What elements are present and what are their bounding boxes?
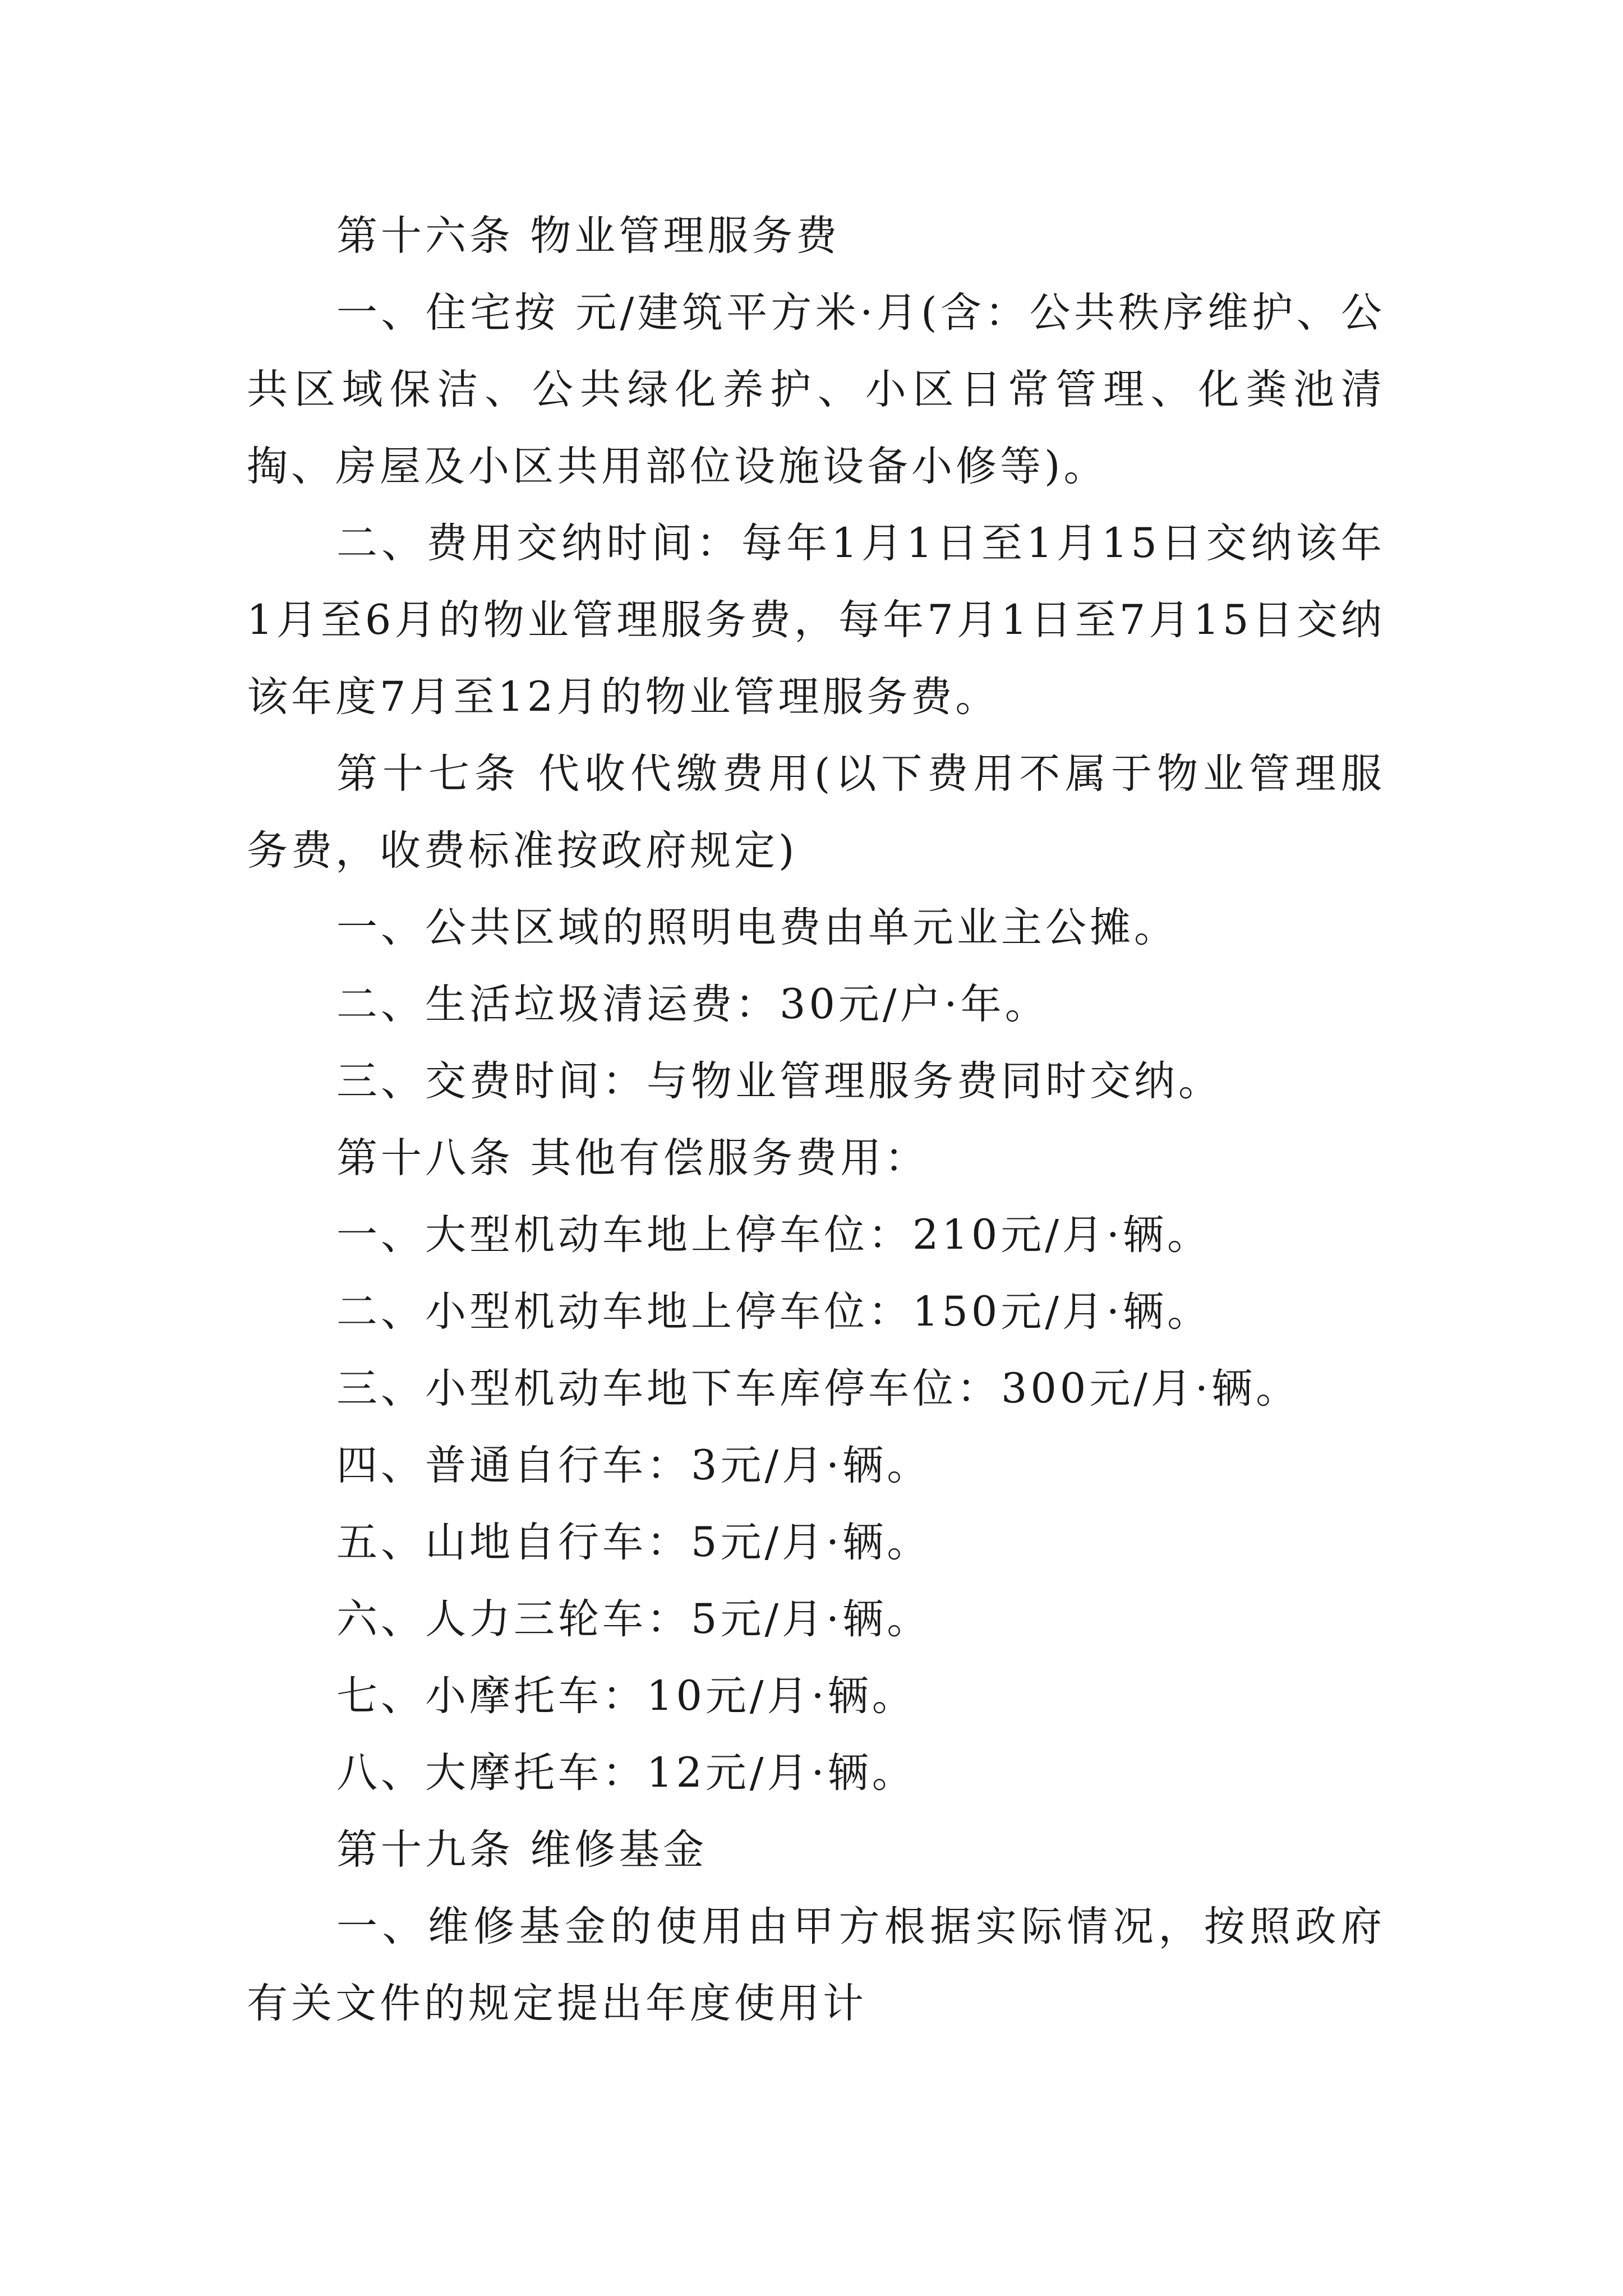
document-body	[247, 197, 1385, 2042]
article-18-clause-3: 三、小型机动车地下车库停车位：300元/月·辆。	[336, 1365, 1301, 1412]
article-18-heading: 第十八条 其他有偿服务费用：	[336, 1134, 929, 1182]
article-16-clause-2: 二、费用交纳时间：每年1月1日至1月15日交纳该年1月至6月的物业管理服务费，每年7月1日至7月15日交纳该年度7月至12月的物业管理服务费。	[247, 519, 1385, 721]
article-19-clause-1: 一、维修基金的使用由甲方根据实际情况，按照政府有关文件的规定提出年度使用计	[247, 1903, 1385, 2027]
article-18-clause-7: 七、小摩托车：10元/月·辆。	[336, 1672, 916, 1720]
article-18-clause-5: 五、山地自行车：5元/月·辆。	[336, 1519, 932, 1566]
article-19-heading: 第十九条 维修基金	[336, 1826, 708, 1874]
article-16-clause-1: 一、住宅按 元/建筑平方米·月(含：公共秩序维护、公共区域保洁、公共绿化养护、小区日常管理、化粪池清掏、房屋及小区共用部位设施设备小修等)。	[247, 289, 1385, 490]
article-17-clause-3: 三、交费时间：与物业管理服务费同时交纳。	[336, 1057, 1223, 1105]
article-18-clause-2: 二、小型机动车地上停车位：150元/月·辆。	[336, 1288, 1212, 1336]
article-18-clause-1: 一、大型机动车地上停车位：210元/月·辆。	[336, 1211, 1212, 1259]
article-18-clause-4: 四、普通自行车：3元/月·辆。	[336, 1442, 932, 1489]
article-17-clause-1: 一、公共区域的照明电费由单元业主公摊。	[336, 904, 1178, 951]
article-18-clause-6: 六、人力三轮车：5元/月·辆。	[336, 1595, 932, 1643]
article-17-heading: 第十七条 代收代缴费用(以下费用不属于物业管理服务费，收费标准按政府规定)	[247, 750, 1385, 875]
article-16-heading: 第十六条 物业管理服务费	[336, 212, 841, 260]
article-17-clause-2: 二、生活垃圾清运费：30元/户·年。	[336, 981, 1049, 1028]
article-18-clause-8: 八、大摩托车：12元/月·辆。	[336, 1749, 916, 1797]
